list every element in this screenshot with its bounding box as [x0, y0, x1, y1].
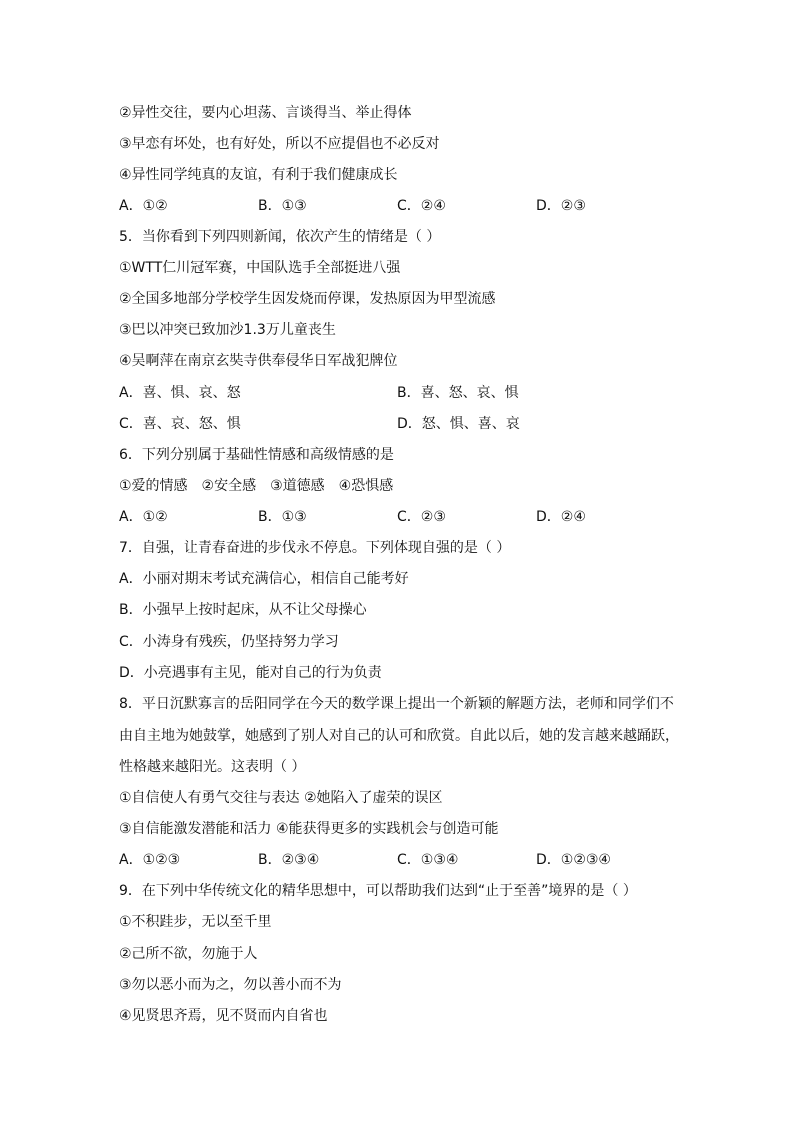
q5-stem: 5．当你看到下列四则新闻，依次产生的情绪是（ ）: [119, 229, 441, 245]
q5-item-2: ②全国多地部分学校学生因发烧而停课，发热原因为甲型流感: [119, 291, 496, 307]
q5-item-3: ③巴以冲突已致加沙1.3万儿童丧生: [119, 322, 336, 338]
q8-items-1-2: ①自信使人有勇气交往与表达 ②她陷入了虚荣的误区: [119, 790, 443, 806]
q7-option-d: D．小亮遇事有主见，能对自己的行为负责: [119, 665, 382, 681]
q9-stem: 9．在下列中华传统文化的精华思想中，可以帮助我们达到“止于至善”境界的是（ ）: [119, 883, 637, 899]
q4-option-c: C．②④: [397, 198, 446, 214]
q8-option-d: D．①②③④: [536, 852, 611, 868]
q6-option-d: D．②④: [536, 509, 586, 525]
q8-option-a: A．①②③: [119, 852, 181, 868]
q8-option-b: B．②③④: [258, 852, 320, 868]
q6-option-b: B．①③: [258, 509, 307, 525]
q6-stem: 6．下列分别属于基础性情感和高级情感的是: [119, 447, 394, 463]
q5-item-1: ①WTT仁川冠军赛，中国队选手全部挺进八强: [119, 260, 401, 276]
q4-statement-4: ④异性同学纯真的友谊，有利于我们健康成长: [119, 167, 398, 183]
q5-option-c: C．喜、哀、怒、惧: [119, 416, 241, 432]
q5-option-d: D．怒、惧、喜、哀: [397, 416, 520, 432]
q4-option-b: B．①③: [258, 198, 307, 214]
q8-stem-line-1: 8．平日沉默寡言的岳阳同学在今天的数学课上提出一个新颖的解题方法，老师和同学们不: [119, 696, 674, 712]
q8-stem-line-3: 性格越来越阳光。这表明（ ）: [119, 759, 306, 775]
q5-option-b: B．喜、怒、哀、惧: [397, 385, 519, 401]
q8-items-3-4: ③自信能激发潜能和活力 ④能获得更多的实践机会与创造可能: [119, 821, 499, 837]
q8-stem-line-2: 由自主地为她鼓掌，她感到了别人对自己的认可和欣赏。自此以后，她的发言越来越踊跃，: [119, 728, 679, 744]
q8-option-c: C．①③④: [397, 852, 459, 868]
q6-option-a: A．①②: [119, 509, 168, 525]
q4-option-a: A．①②: [119, 198, 168, 214]
q7-option-a: A．小丽对期末考试充满信心，相信自己能考好: [119, 571, 409, 587]
q7-option-b: B．小强早上按时起床，从不让父母操心: [119, 602, 367, 618]
q9-item-3: ③勿以恶小而为之，勿以善小而不为: [119, 977, 342, 993]
q7-option-c: C．小涛身有残疾，仍坚持努力学习: [119, 634, 339, 650]
q4-statement-2: ②异性交往，要内心坦荡、言谈得当、举止得体: [119, 105, 412, 121]
q9-item-4: ④见贤思齐焉，见不贤而内自省也: [119, 1008, 328, 1024]
q6-option-c: C．②③: [397, 509, 446, 525]
q9-item-1: ①不积跬步，无以至千里: [119, 914, 272, 930]
q5-option-a: A．喜、惧、哀、怒: [119, 385, 241, 401]
q6-items: ①爱的情感 ②安全感 ③道德感 ④恐惧感: [119, 478, 394, 494]
q7-stem: 7．自强，让青春奋进的步伐永不停息。下列体现自强的是（ ）: [119, 540, 511, 556]
q4-statement-3: ③早恋有坏处，也有好处，所以不应提倡也不必反对: [119, 136, 440, 152]
q4-option-d: D．②③: [536, 198, 586, 214]
q9-item-2: ②己所不欲，勿施于人: [119, 946, 258, 962]
q5-item-4: ④吴啊萍在南京玄奘寺供奉侵华日军战犯牌位: [119, 353, 398, 369]
